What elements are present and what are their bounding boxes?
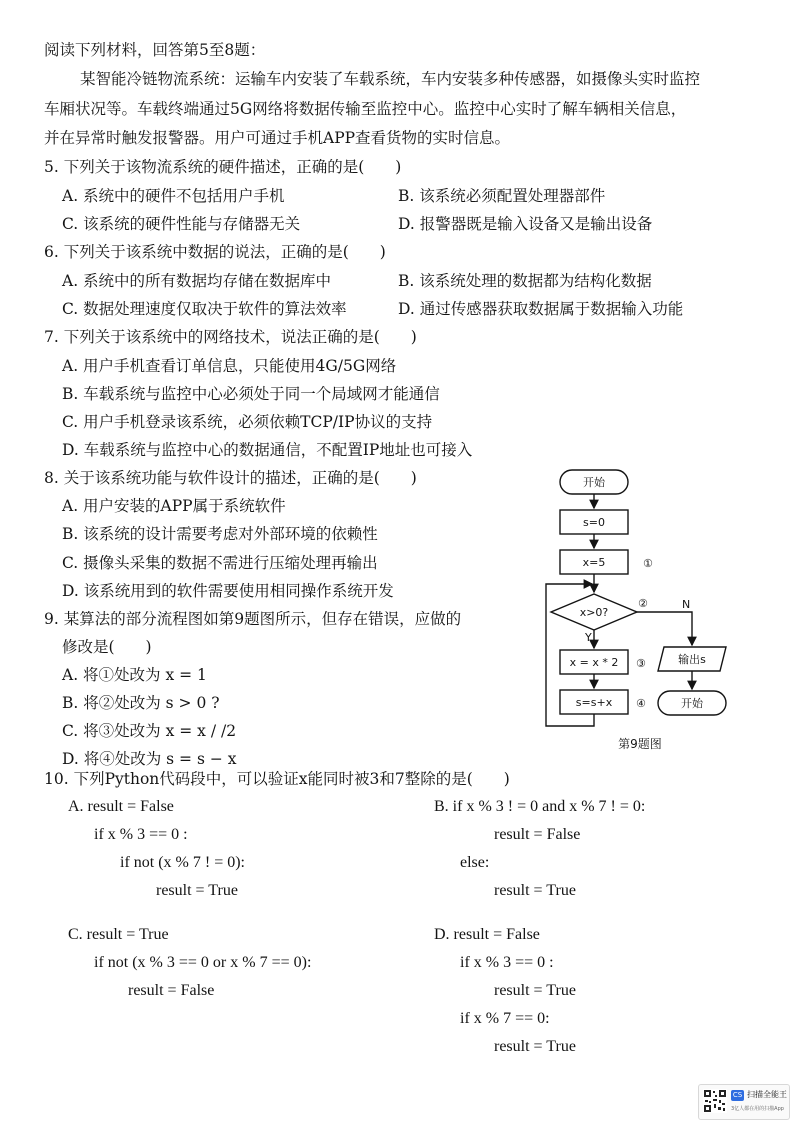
question-6-option-d: D. 通过传感器获取数据属于数据输入功能: [398, 300, 684, 318]
qr-code-icon: [703, 1089, 727, 1113]
flowchart-start-terminal: [560, 470, 628, 494]
q10-option-d-line-1: D. result = False: [434, 926, 540, 943]
flowchart-output-box: [658, 647, 726, 671]
flowchart-no-branch: [637, 612, 692, 645]
q10-option-b-line-4: result = True: [494, 882, 576, 899]
question-5-option-a: A. 系统中的硬件不包括用户手机: [62, 187, 285, 205]
q10-option-c-line-2: if not (x % 3 == 0 or x % 7 == 0):: [94, 954, 312, 971]
question-8-option-d: D. 该系统用到的软件需要使用相同操作系统开发: [62, 582, 394, 600]
question-5-stem: 5. 下列关于该物流系统的硬件描述，正确的是( ): [44, 158, 402, 176]
material-line-2: 车厢状况等。车载终端通过5G网络将数据传输至监控中心。监控中心实时了解车辆相关信息，: [44, 100, 687, 118]
question-9-option-a: A. 将①处改为 x = 1: [62, 666, 207, 684]
flowchart-yes-label: Y: [585, 631, 592, 644]
flowchart-decision-diamond: [551, 594, 637, 630]
q10-option-b-line-2: result = False: [494, 826, 581, 843]
svg-text:x>0?: x>0?: [579, 606, 609, 619]
question-7-option-a: A. 用户手机查看订单信息，只能使用4G/5G网络: [62, 357, 397, 375]
flowchart-marker-1: ①: [643, 557, 653, 570]
q10-option-a-line-1: A. result = False: [68, 798, 174, 815]
flowchart-step4-box: [560, 690, 628, 714]
q10-option-c-line-1: C. result = True: [68, 926, 169, 943]
flowchart-caption: 第9题图: [618, 737, 662, 751]
scanner-app-name: 扫描全能王: [747, 1090, 787, 1099]
question-9-option-d: D. 将④处改为 s = s − x: [62, 750, 237, 768]
question-7-stem: 7. 下列关于该系统中的网络技术，说法正确的是( ): [44, 328, 417, 346]
question-8-option-c: C. 摄像头采集的数据不需进行压缩处理再输出: [62, 554, 378, 572]
q10-option-c-line-3: result = False: [128, 982, 215, 999]
question-8-option-a: A. 用户安装的APP属于系统软件: [62, 497, 286, 515]
q10-option-b-line-3: else:: [460, 854, 490, 871]
question-9-option-b: B. 将②处改为 s > 0 ?: [62, 694, 220, 712]
question-9-stem: 9. 某算法的部分流程图如第9题图所示，但存在错误，应做的: [44, 610, 462, 628]
question-5-option-b: B. 该系统必须配置处理器部件: [398, 187, 606, 205]
question-7-option-b: B. 车载系统与监控中心必须处于同一个局域网才能通信: [62, 385, 440, 403]
question-10-stem: 10. 下列Python代码段中，可以验证x能同时被3和7整除的是( ): [44, 770, 510, 788]
q10-option-d-line-2: if x % 3 == 0 :: [460, 954, 554, 971]
question-6-option-b: B. 该系统处理的数据都为结构化数据: [398, 272, 652, 290]
question-7-option-d: D. 车载系统与监控中心的数据通信，不配置IP地址也可接入: [62, 441, 473, 459]
svg-text:输出s: 输出s: [678, 653, 706, 666]
question-9-stem-cont: 修改是( ): [62, 638, 152, 656]
q10-option-b-line-1: B. if x % 3 ! = 0 and x % 7 ! = 0:: [434, 798, 646, 815]
flowchart-marker-4: ④: [636, 697, 646, 710]
question-6-option-c: C. 数据处理速度仅取决于软件的算法效率: [62, 300, 347, 318]
flowchart-no-label: N: [682, 598, 691, 611]
question-6-stem: 6. 下列关于该系统中数据的说法，正确的是( ): [44, 243, 386, 261]
material-instruction: 阅读下列材料，回答第5至8题：: [44, 41, 266, 59]
q10-option-d-line-4: if x % 7 == 0:: [460, 1010, 550, 1027]
svg-text:x = x * 2: x = x * 2: [569, 656, 619, 669]
question-9-flowchart: [536, 464, 736, 754]
material-line-3: 并在异常时触发报警器。用户可通过手机APP查看货物的实时信息。: [44, 129, 511, 147]
flowchart-init-s-box: [560, 510, 628, 534]
svg-text:s=s+x: s=s+x: [575, 696, 613, 709]
material-line-1: 某智能冷链物流系统：运输车内安装了车载系统，车内安装多种传感器，如摄像头实时监控: [80, 70, 701, 88]
svg-text:s=0: s=0: [583, 516, 605, 529]
svg-text:开始: 开始: [681, 697, 703, 710]
q10-option-a-line-4: result = True: [156, 882, 238, 899]
question-7-option-c: C. 用户手机登录该系统，必须依赖TCP/IP协议的支持: [62, 413, 433, 431]
flowchart-marker-3: ③: [636, 657, 646, 670]
flowchart-init-x-box: [560, 550, 628, 574]
question-5-option-d: D. 报警器既是输入设备又是输出设备: [398, 215, 653, 233]
question-8-option-b: B. 该系统的设计需要考虑对外部环境的依赖性: [62, 525, 378, 543]
q10-option-a-line-3: if not (x % 7 ! = 0):: [120, 854, 245, 871]
camscanner-logo: CS: [732, 1091, 743, 1099]
question-6-option-a: A. 系统中的所有数据均存储在数据库中: [62, 272, 332, 290]
scanner-badge: [698, 1084, 790, 1120]
svg-text:开始: 开始: [583, 476, 605, 489]
scanner-tagline: 3亿人都在用的扫描App: [731, 1106, 784, 1112]
question-9-option-c: C. 将③处改为 x = x / /2: [62, 722, 237, 740]
flowchart-step3-box: [560, 650, 628, 674]
flowchart-end-terminal: [658, 691, 726, 715]
q10-option-a-line-2: if x % 3 == 0 :: [94, 826, 188, 843]
question-8-stem: 8. 关于该系统功能与软件设计的描述，正确的是( ): [44, 469, 417, 487]
svg-text:x=5: x=5: [582, 556, 606, 569]
q10-option-d-line-5: result = True: [494, 1038, 576, 1055]
question-5-option-c: C. 该系统的硬件性能与存储器无关: [62, 215, 301, 233]
flowchart-marker-2: ②: [638, 597, 648, 610]
q10-option-d-line-3: result = True: [494, 982, 576, 999]
